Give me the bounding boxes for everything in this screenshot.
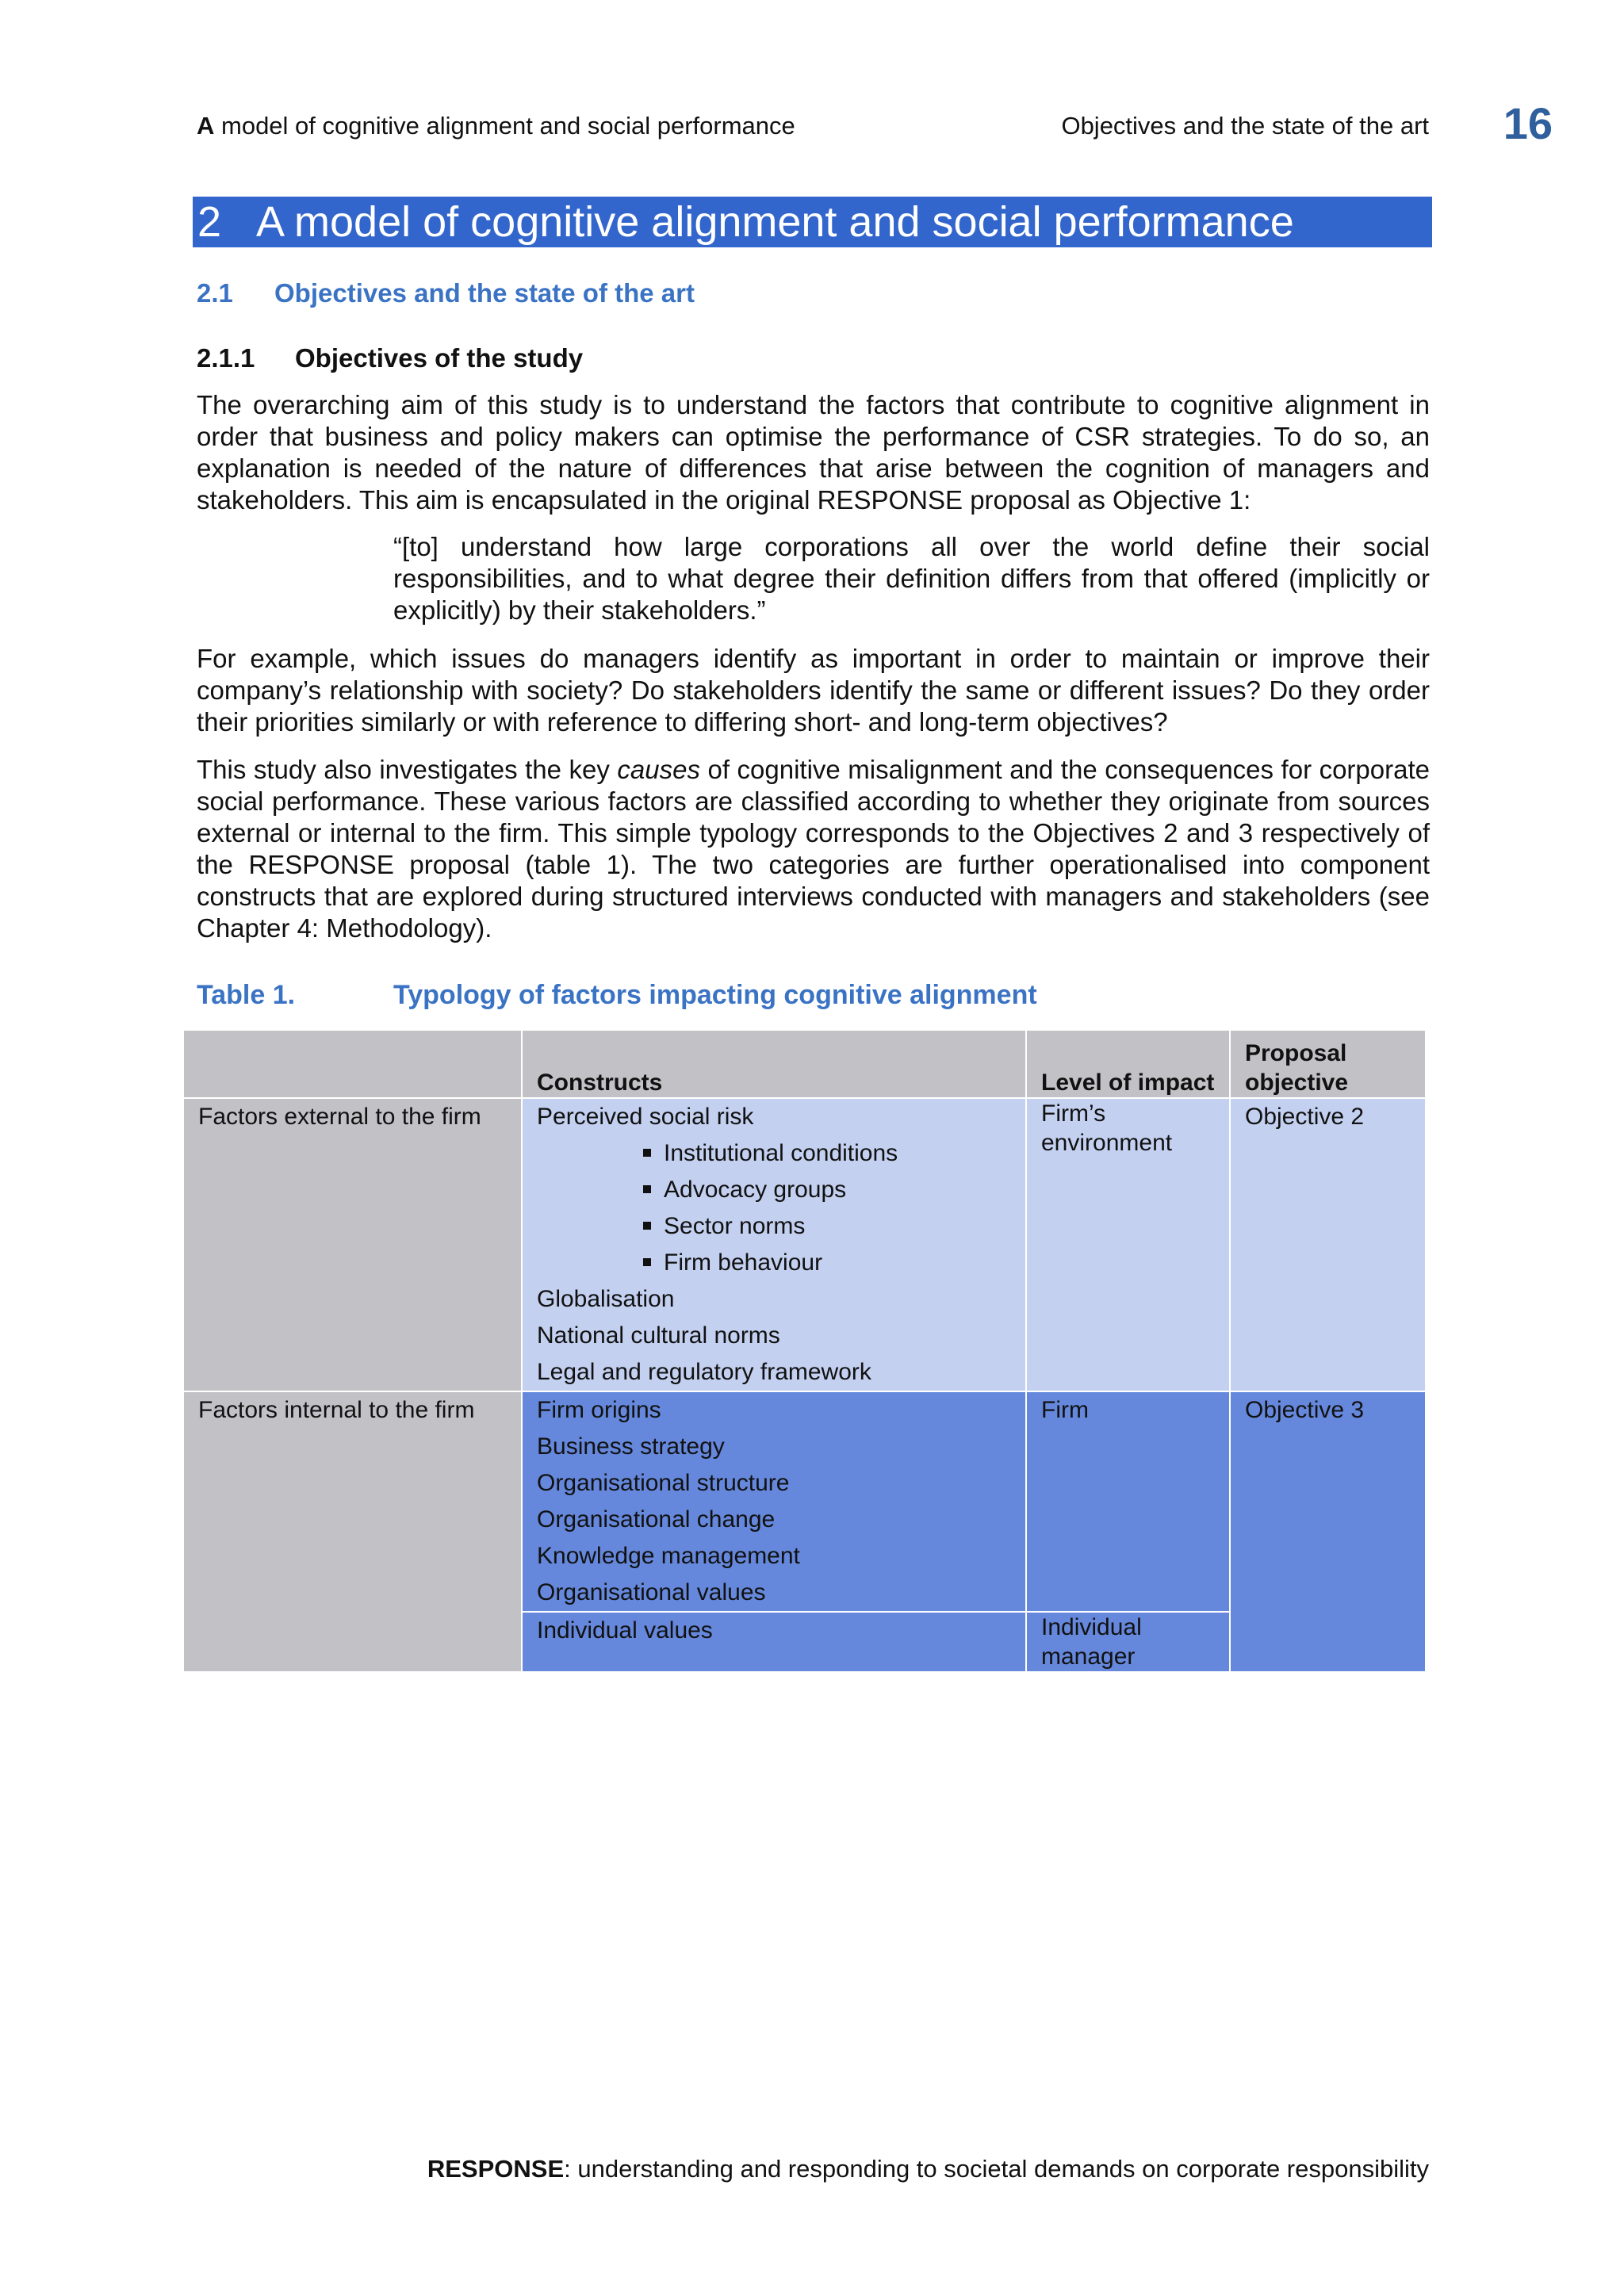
cell-external-factor: Factors external to the firm xyxy=(183,1098,522,1391)
header-cell-objective: Proposal objective xyxy=(1230,1030,1426,1098)
header-bold-letter: A xyxy=(197,112,215,140)
cell-internal-level: Firm xyxy=(1026,1391,1230,1612)
table-row-external xyxy=(183,1098,1426,1391)
paragraph-aim: The overarching aim of this study is to understand the factors that contribute to cognitive alignment in order that business and policy makers can optimise the performance of CSR strategies. To do so, an explanation is needed of the nature of differences that arise between the cognition of managers and stakeholders. This aim is encapsulated in the original RESPONSE proposal as Objective 1: xyxy=(197,390,1430,515)
construct-item: Organisational structure xyxy=(537,1470,790,1496)
bullet-item: Institutional conditions xyxy=(537,1135,1011,1172)
header-title-rest: model of cognitive alignment and social performance xyxy=(214,112,795,140)
cell-external-objective: Objective 2 xyxy=(1230,1098,1426,1391)
header-cell-level: Level of impact xyxy=(1026,1030,1230,1098)
construct-item: Organisational values xyxy=(537,1579,766,1605)
construct-item: Firm origins xyxy=(537,1397,661,1423)
running-header-right: Objectives and the state of the art xyxy=(1061,112,1429,140)
cell-external-level: Firm’s environment xyxy=(1026,1098,1230,1391)
cell-individual-level: Individual manager xyxy=(1026,1612,1230,1672)
page-number: 16 xyxy=(1503,98,1553,148)
cell-individual-construct xyxy=(522,1612,1026,1672)
construct-item: National cultural norms xyxy=(537,1322,780,1349)
subsection-heading xyxy=(197,342,583,374)
paragraph-causes xyxy=(197,754,1430,944)
cell-internal-constructs xyxy=(522,1391,1026,1612)
table-caption-title: Typology of factors impacting cognitive alignment xyxy=(393,980,1037,1010)
cell-internal-factor: Factors internal to the firm xyxy=(183,1391,522,1672)
bullet-item: Advocacy groups xyxy=(537,1172,1011,1208)
paragraph-example: For example, which issues do managers identify as important in order to maintain or improve their company’s relationship with society? Do stakeholders identify the same or different issues? Do they order their priorities similarly or with reference to differing short- and long-term objectives? xyxy=(197,644,1430,737)
paragraph-causes-part-1: This study also investigates the key xyxy=(197,755,618,784)
footer-tagline: : understanding and responding to societal demands on corporate responsibility xyxy=(564,2155,1429,2183)
section-title: Objectives and the state of the art xyxy=(274,278,695,308)
construct-item: Organisational change xyxy=(537,1506,776,1533)
running-footer xyxy=(427,2155,1429,2183)
typology-table xyxy=(182,1029,1427,1673)
chapter-number: 2 xyxy=(197,198,222,246)
section-heading xyxy=(197,277,695,309)
chapter-title: A model of cognitive alignment and social performance xyxy=(256,198,1294,246)
running-header-left xyxy=(197,112,795,140)
subsection-number: 2.1.1 xyxy=(197,343,255,373)
table-caption xyxy=(197,979,1037,1011)
table-header-row xyxy=(183,1030,1426,1098)
header-cell-constructs: Constructs xyxy=(522,1030,1026,1098)
construct-item: Individual values xyxy=(537,1617,713,1644)
construct-item: Business strategy xyxy=(537,1433,725,1460)
construct-item: Legal and regulatory framework xyxy=(537,1359,871,1385)
subsection-title: Objectives of the study xyxy=(295,343,584,373)
footer-project-name: RESPONSE xyxy=(427,2155,565,2183)
cell-external-constructs xyxy=(522,1098,1026,1391)
cell-internal-objective: Objective 3 xyxy=(1230,1391,1426,1672)
table-row-internal xyxy=(183,1391,1426,1612)
construct-item: Perceived social risk xyxy=(537,1104,754,1130)
bullet-item: Firm behaviour xyxy=(537,1245,1011,1281)
paragraph-causes-part-2: of cognitive misalignment and the consequences for corporate social performance. These various factors are classified according to whether they originate from sources external or internal to the firm. This simple typology corresponds to the Objectives 2 and 3 respectively of the RESPONSE proposal (table 1). The two categories are further operationalised into component constructs that are explored during structured interviews conducted with managers and stakeholders (see Chapter 4: Methodology). xyxy=(197,755,1430,943)
emphasis-causes: causes xyxy=(617,755,700,784)
construct-item: Globalisation xyxy=(537,1286,675,1312)
header-cell-factor xyxy=(183,1030,522,1098)
section-number: 2.1 xyxy=(197,278,233,308)
block-quote-objective-1: “[to] understand how large corporations all over the world define their social responsibilities, and to what degree their definition differs from that offered (implicitly or explicitly) by their stakeholders.” xyxy=(393,532,1430,625)
chapter-heading xyxy=(193,197,1432,247)
bullet-item: Sector norms xyxy=(537,1208,1011,1245)
table-caption-label: Table 1. xyxy=(197,980,296,1010)
construct-item: Knowledge management xyxy=(537,1543,800,1569)
